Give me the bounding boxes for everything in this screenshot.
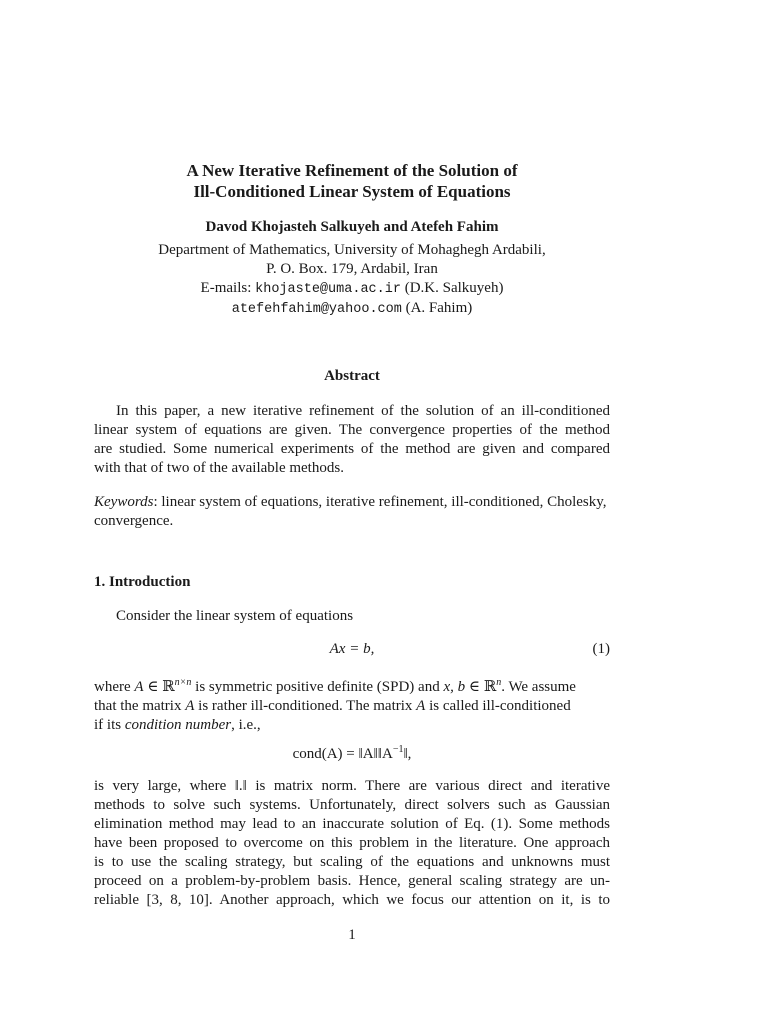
- email-link-1[interactable]: khojaste@uma.ac.ir: [255, 282, 401, 297]
- abstract-line: linear system of equations are given. The convergence properties of the method: [94, 422, 610, 438]
- p2-line: methods to solve such systems. Unfortunately, direct solvers such as Gaussian: [94, 797, 610, 813]
- email-owner-2: (A. Fahim): [405, 300, 473, 316]
- p1-line-3: [94, 716, 610, 735]
- keywords-line-1: [94, 493, 610, 512]
- text-run: is rather ill-conditioned. The matrix: [194, 698, 417, 714]
- text-run: is called ill-conditioned: [425, 698, 571, 714]
- affiliation-block: [94, 241, 610, 319]
- text-run: where: [94, 679, 135, 695]
- affiliation-line-1: Department of Mathematics, University of Mohaghegh Ardabili,: [158, 242, 546, 258]
- p1-line-1: [94, 673, 610, 697]
- math-sup: −1: [392, 744, 404, 755]
- abstract-line: are studied. Some numerical experiments of the method are given and compared: [94, 441, 610, 457]
- email-link-2[interactable]: atefehfahim@yahoo.com: [231, 302, 402, 317]
- math-var: A: [134, 679, 144, 695]
- equation-2: [94, 744, 610, 763]
- author-names: Davod Khojasteh Salkuyeh and Atefeh Fahim: [205, 219, 499, 235]
- abstract-text: [94, 402, 610, 478]
- title-line-1: A New Iterative Refinement of the Solution of: [186, 161, 518, 180]
- p2-line: reliable [3, 8, 10]. Another approach, which we focus our attention on it, is to: [94, 892, 610, 908]
- text-run: that the matrix: [94, 698, 186, 714]
- equation-2-body: [94, 744, 610, 763]
- text-run: ∈ ℝ: [465, 679, 497, 695]
- text-run: , i.e.,: [231, 717, 261, 733]
- keywords-label: Keywords: [94, 494, 154, 510]
- emphasis: condition number: [124, 717, 232, 733]
- p2-line: elimination method may lead to an inaccurate solution of Eq. (1). Some methods: [94, 816, 610, 832]
- email-owner-1: (D.K. Salkuyeh): [404, 280, 504, 296]
- equation-1-number: (1): [592, 641, 610, 657]
- keywords: [94, 493, 610, 531]
- intro-line: Consider the linear system of equations: [116, 608, 354, 624]
- abstract-line: with that of two of the available methods.: [94, 460, 344, 476]
- section-heading-introduction: 1. Introduction: [94, 574, 191, 590]
- math-var: x, b: [443, 679, 466, 695]
- text-run: cond(A) = ‖A‖‖A: [292, 746, 393, 762]
- math-sup: n×n: [174, 677, 192, 688]
- text-run: is symmetric positive definite (SPD) and: [191, 679, 444, 695]
- page-number: 1: [348, 927, 356, 943]
- email-line-1: [94, 279, 610, 299]
- math-var: A: [416, 698, 426, 714]
- email-line-2: [94, 299, 610, 319]
- equation-1: [94, 641, 610, 658]
- p2-line: is to use the scaling strategy, but scaling of the equations and unknowns must: [94, 854, 610, 870]
- text-run: ∈ ℝ: [143, 679, 175, 695]
- p1-line-2: [94, 697, 610, 716]
- keywords-text: : linear system of equations, iterative refinement, ill-conditioned, Cholesky,: [153, 494, 607, 510]
- p2-line: is very large, where ‖.‖ is matrix norm. There are various direct and iterative: [94, 778, 610, 794]
- text-run: ‖,: [403, 746, 412, 762]
- emails-prefix: E-mails:: [200, 280, 252, 296]
- math-sup: n: [496, 677, 502, 688]
- intro-sentence: [94, 607, 610, 626]
- p2-line: proceed on a problem-by-problem basis. Hence, general scaling strategy are un-: [94, 873, 610, 889]
- title-line-2: Ill-Conditioned Linear System of Equations: [193, 182, 511, 201]
- intro-paragraph-1: [94, 673, 610, 735]
- math-var: A: [185, 698, 195, 714]
- keywords-line-2: convergence.: [94, 513, 174, 529]
- text-run: . We assume: [501, 679, 576, 695]
- p2-line: have been proposed to overcome on this problem in the literature. One approach: [94, 835, 610, 851]
- intro-paragraph-2: [94, 777, 610, 910]
- text-run: if its: [94, 717, 125, 733]
- equation-1-body: Ax = b,: [329, 641, 375, 657]
- affiliation-line-2: P. O. Box. 179, Ardabil, Iran: [266, 261, 438, 277]
- abstract-heading: Abstract: [324, 368, 380, 384]
- abstract-line: In this paper, a new iterative refinement of the solution of an ill-conditioned: [116, 403, 610, 419]
- paper-title: [94, 160, 610, 202]
